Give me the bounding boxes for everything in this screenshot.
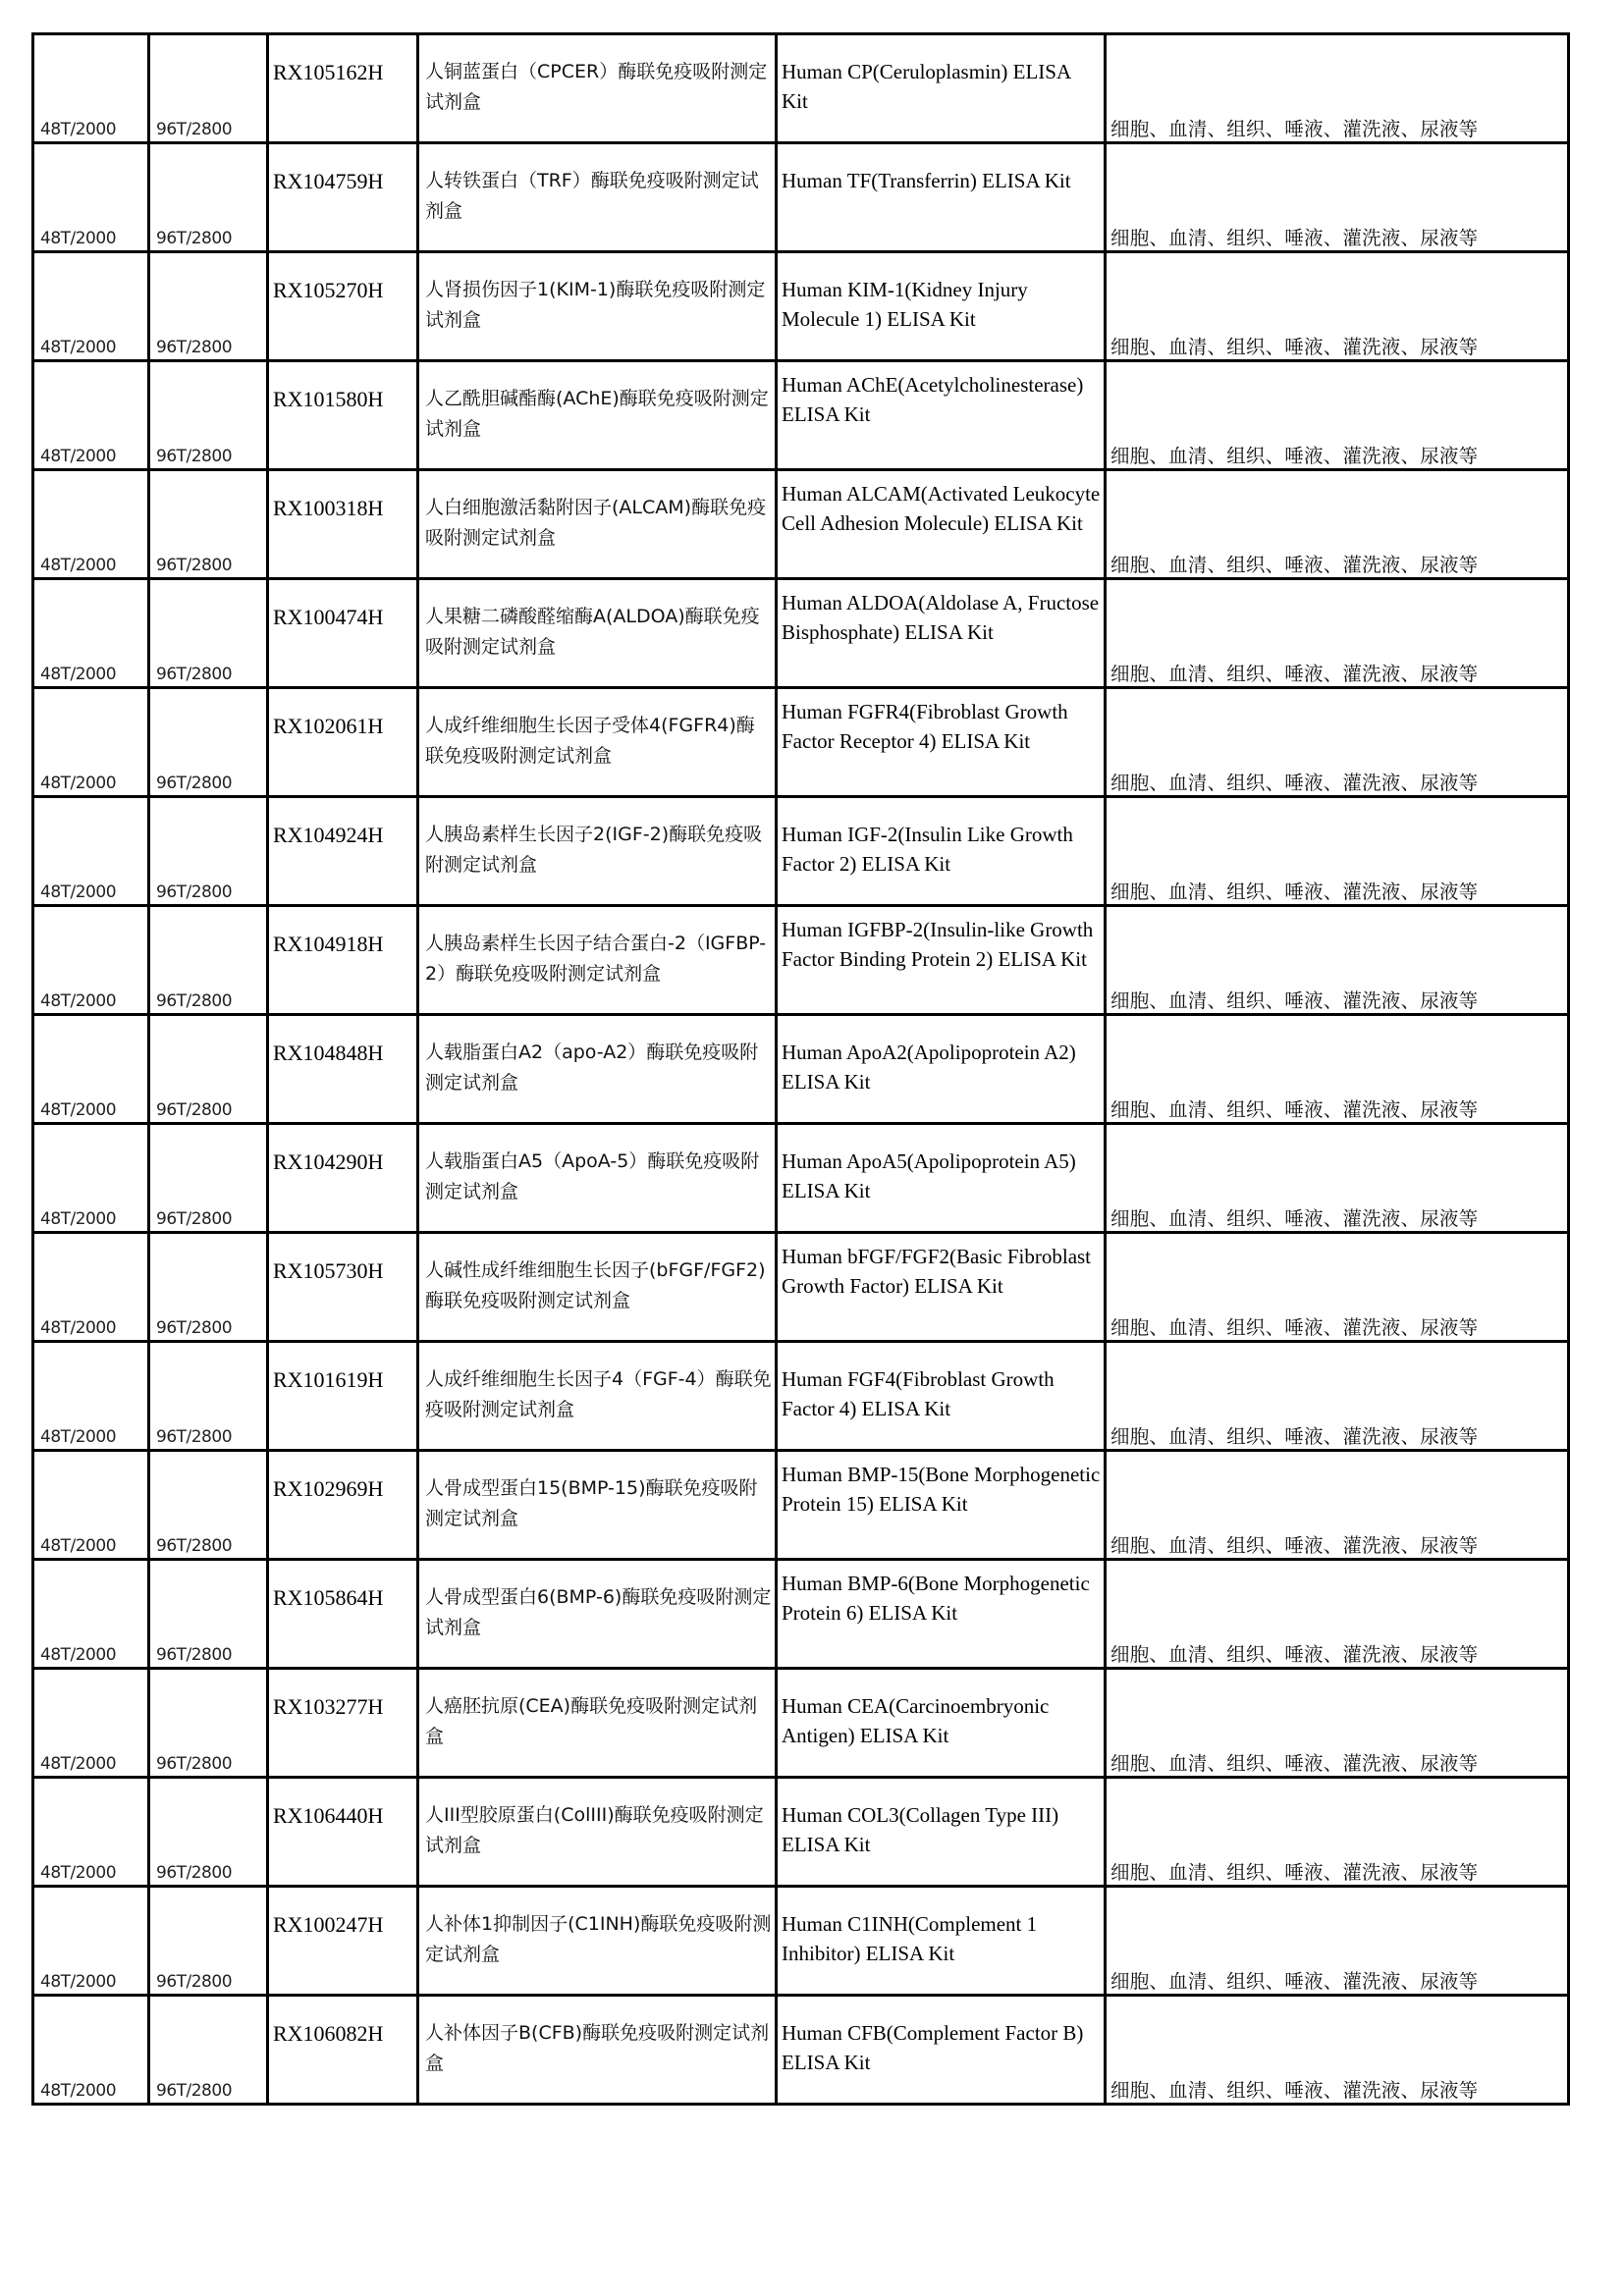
- sample-types: 细胞、血清、组织、唾液、灌洗液、尿液等: [1110, 1643, 1479, 1666]
- sample-type-cell: [1106, 1669, 1569, 1778]
- sample-types: 细胞、血清、组织、唾液、灌洗液、尿液等: [1110, 2079, 1479, 2102]
- spec-48t-price: 48T/2000: [40, 120, 117, 139]
- chinese-name-cell: [418, 1342, 777, 1451]
- spec-48t-price: 48T/2000: [40, 2081, 117, 2101]
- catalog-number: RX103277H: [273, 1694, 384, 1719]
- table-row: [33, 1124, 1569, 1233]
- sample-types: 细胞、血清、组织、唾液、灌洗液、尿液等: [1110, 336, 1479, 358]
- chinese-name-cell: [418, 470, 777, 579]
- english-name-cell: [777, 1996, 1106, 2105]
- spec-48t-price: 48T/2000: [40, 991, 117, 1011]
- chinese-product-name: 人骨成型蛋白15(BMP-15)酶联免疫吸附测定试剂盒: [425, 1477, 758, 1529]
- catalog-cell: [268, 361, 418, 470]
- table-row: [33, 1996, 1569, 2105]
- chinese-product-name: 人III型胶原蛋白(ColIII)酶联免疫吸附测定试剂盒: [425, 1804, 764, 1856]
- spec-48t-cell: [33, 252, 149, 361]
- spec-96t-price: 96T/2800: [156, 1863, 233, 1883]
- table-row: [33, 1015, 1569, 1124]
- chinese-product-name: 人果糖二磷酸醛缩酶A(ALDOA)酶联免疫吸附测定试剂盒: [425, 606, 760, 658]
- sample-type-cell: [1106, 688, 1569, 797]
- chinese-product-name: 人乙酰胆碱酯酶(AChE)酶联免疫吸附测定试剂盒: [425, 388, 769, 440]
- spec-96t-price: 96T/2800: [156, 2081, 233, 2101]
- catalog-number: RX104848H: [273, 1041, 384, 1065]
- spec-48t-price: 48T/2000: [40, 1754, 117, 1774]
- chinese-product-name: 人成纤维细胞生长因子4（FGF-4）酶联免疫吸附测定试剂盒: [425, 1368, 772, 1420]
- english-product-name: Human BMP-6(Bone Morphogenetic Protein 6) ELISA Kit: [782, 1572, 1090, 1625]
- catalog-number: RX100318H: [273, 496, 384, 520]
- chinese-product-name: 人胰岛素样生长因子2(IGF-2)酶联免疫吸附测定试剂盒: [425, 824, 763, 876]
- chinese-name-cell: [418, 34, 777, 143]
- english-name-cell: [777, 1233, 1106, 1342]
- table-row: [33, 34, 1569, 143]
- spec-48t-cell: [33, 34, 149, 143]
- spec-48t-cell: [33, 361, 149, 470]
- sample-types: 细胞、血清、组织、唾液、灌洗液、尿液等: [1110, 1425, 1479, 1448]
- chinese-product-name: 人肾损伤因子1(KIM-1)酶联免疫吸附测定试剂盒: [425, 279, 766, 331]
- sample-type-cell: [1106, 1342, 1569, 1451]
- spec-96t-cell: [149, 1124, 268, 1233]
- sample-type-cell: [1106, 1778, 1569, 1887]
- sample-types: 细胞、血清、组织、唾液、灌洗液、尿液等: [1110, 554, 1479, 576]
- spec-96t-price: 96T/2800: [156, 991, 233, 1011]
- catalog-cell: [268, 1233, 418, 1342]
- chinese-name-cell: [418, 1124, 777, 1233]
- table-row: [33, 1887, 1569, 1996]
- spec-96t-cell: [149, 1887, 268, 1996]
- sample-type-cell: [1106, 252, 1569, 361]
- spec-48t-price: 48T/2000: [40, 556, 117, 575]
- spec-48t-price: 48T/2000: [40, 229, 117, 248]
- spec-48t-cell: [33, 1015, 149, 1124]
- spec-48t-price: 48T/2000: [40, 1863, 117, 1883]
- english-product-name: Human IGFBP-2(Insulin-like Growth Factor Binding Protein 2) ELISA Kit: [782, 918, 1094, 971]
- sample-types: 细胞、血清、组织、唾液、灌洗液、尿液等: [1110, 1316, 1479, 1339]
- spec-96t-price: 96T/2800: [156, 1209, 233, 1229]
- spec-48t-price: 48T/2000: [40, 1100, 117, 1120]
- spec-96t-price: 96T/2800: [156, 1645, 233, 1665]
- chinese-name-cell: [418, 579, 777, 688]
- english-product-name: Human ALDOA(Aldolase A, Fructose Bisphosphate) ELISA Kit: [782, 591, 1100, 644]
- english-name-cell: [777, 1342, 1106, 1451]
- sample-types: 细胞、血清、组织、唾液、灌洗液、尿液等: [1110, 989, 1479, 1012]
- sample-type-cell: [1106, 579, 1569, 688]
- chinese-name-cell: [418, 1015, 777, 1124]
- english-name-cell: [777, 1124, 1106, 1233]
- catalog-cell: [268, 1778, 418, 1887]
- catalog-cell: [268, 797, 418, 906]
- chinese-name-cell: [418, 1887, 777, 1996]
- chinese-product-name: 人癌胚抗原(CEA)酶联免疫吸附测定试剂盒: [425, 1695, 758, 1747]
- spec-48t-cell: [33, 1996, 149, 2105]
- english-name-cell: [777, 34, 1106, 143]
- spec-48t-cell: [33, 1451, 149, 1560]
- catalog-cell: [268, 1560, 418, 1669]
- sample-type-cell: [1106, 1015, 1569, 1124]
- spec-48t-cell: [33, 1778, 149, 1887]
- spec-96t-price: 96T/2800: [156, 1536, 233, 1556]
- english-name-cell: [777, 143, 1106, 252]
- english-product-name: Human TF(Transferrin) ELISA Kit: [782, 169, 1071, 192]
- sample-types: 细胞、血清、组织、唾液、灌洗液、尿液等: [1110, 1098, 1479, 1121]
- spec-96t-cell: [149, 1233, 268, 1342]
- sample-types: 细胞、血清、组织、唾液、灌洗液、尿液等: [1110, 1534, 1479, 1557]
- table-row: [33, 252, 1569, 361]
- catalog-cell: [268, 1451, 418, 1560]
- english-product-name: Human AChE(Acetylcholinesterase) ELISA Kit: [782, 373, 1084, 426]
- spec-48t-price: 48T/2000: [40, 882, 117, 902]
- spec-48t-price: 48T/2000: [40, 1536, 117, 1556]
- catalog-cell: [268, 470, 418, 579]
- catalog-number: RX105162H: [273, 60, 384, 84]
- catalog-number: RX100474H: [273, 605, 384, 629]
- spec-96t-price: 96T/2800: [156, 556, 233, 575]
- spec-48t-price: 48T/2000: [40, 1318, 117, 1338]
- spec-96t-cell: [149, 688, 268, 797]
- spec-48t-cell: [33, 1233, 149, 1342]
- catalog-number: RX104918H: [273, 932, 384, 956]
- spec-48t-cell: [33, 1124, 149, 1233]
- spec-48t-cell: [33, 1342, 149, 1451]
- spec-96t-cell: [149, 470, 268, 579]
- sample-types: 细胞、血清、组织、唾液、灌洗液、尿液等: [1110, 445, 1479, 467]
- sample-types: 细胞、血清、组织、唾液、灌洗液、尿液等: [1110, 227, 1479, 249]
- spec-96t-price: 96T/2800: [156, 1100, 233, 1120]
- catalog-cell: [268, 1887, 418, 1996]
- english-name-cell: [777, 1669, 1106, 1778]
- english-product-name: Human CEA(Carcinoembryonic Antigen) ELISA Kit: [782, 1694, 1050, 1747]
- sample-type-cell: [1106, 1887, 1569, 1996]
- catalog-number: RX102061H: [273, 714, 384, 738]
- chinese-name-cell: [418, 1451, 777, 1560]
- table-row: [33, 1778, 1569, 1887]
- spec-48t-price: 48T/2000: [40, 1209, 117, 1229]
- english-product-name: Human ApoA5(Apolipoprotein A5) ELISA Kit: [782, 1149, 1076, 1202]
- chinese-name-cell: [418, 1233, 777, 1342]
- catalog-cell: [268, 252, 418, 361]
- spec-96t-price: 96T/2800: [156, 1972, 233, 1992]
- table-row: [33, 688, 1569, 797]
- chinese-product-name: 人载脂蛋白A5（ApoA-5）酶联免疫吸附测定试剂盒: [425, 1150, 760, 1202]
- chinese-product-name: 人成纤维细胞生长因子受体4(FGFR4)酶联免疫吸附测定试剂盒: [425, 715, 755, 767]
- english-product-name: Human CFB(Complement Factor B) ELISA Kit: [782, 2021, 1084, 2074]
- product-table: [31, 32, 1570, 2106]
- catalog-cell: [268, 1124, 418, 1233]
- chinese-name-cell: [418, 1669, 777, 1778]
- spec-96t-price: 96T/2800: [156, 229, 233, 248]
- sample-type-cell: [1106, 797, 1569, 906]
- english-product-name: Human ALCAM(Activated Leukocyte Cell Adhesion Molecule) ELISA Kit: [782, 482, 1101, 535]
- catalog-number: RX101619H: [273, 1367, 384, 1392]
- chinese-product-name: 人白细胞激活黏附因子(ALCAM)酶联免疫吸附测定试剂盒: [425, 497, 767, 549]
- spec-96t-cell: [149, 1560, 268, 1669]
- chinese-name-cell: [418, 1560, 777, 1669]
- english-name-cell: [777, 470, 1106, 579]
- catalog-cell: [268, 1015, 418, 1124]
- table-row: [33, 143, 1569, 252]
- spec-48t-price: 48T/2000: [40, 1972, 117, 1992]
- sample-types: 细胞、血清、组织、唾液、灌洗液、尿液等: [1110, 1970, 1479, 1993]
- catalog-number: RX104290H: [273, 1149, 384, 1174]
- sample-type-cell: [1106, 470, 1569, 579]
- chinese-product-name: 人补体因子B(CFB)酶联免疫吸附测定试剂盒: [425, 2022, 770, 2074]
- chinese-name-cell: [418, 252, 777, 361]
- spec-48t-price: 48T/2000: [40, 1427, 117, 1447]
- catalog-cell: [268, 1342, 418, 1451]
- english-name-cell: [777, 252, 1106, 361]
- spec-96t-cell: [149, 1669, 268, 1778]
- english-product-name: Human FGFR4(Fibroblast Growth Factor Receptor 4) ELISA Kit: [782, 700, 1068, 753]
- sample-type-cell: [1106, 906, 1569, 1015]
- spec-96t-cell: [149, 1996, 268, 2105]
- catalog-cell: [268, 1996, 418, 2105]
- sample-types: 细胞、血清、组织、唾液、灌洗液、尿液等: [1110, 1207, 1479, 1230]
- spec-96t-cell: [149, 1778, 268, 1887]
- catalog-cell: [268, 34, 418, 143]
- spec-96t-cell: [149, 797, 268, 906]
- spec-48t-cell: [33, 688, 149, 797]
- spec-96t-price: 96T/2800: [156, 882, 233, 902]
- spec-96t-cell: [149, 34, 268, 143]
- spec-96t-cell: [149, 1015, 268, 1124]
- english-product-name: Human COL3(Collagen Type III) ELISA Kit: [782, 1803, 1059, 1856]
- catalog-number: RX106082H: [273, 2021, 384, 2046]
- table-row: [33, 470, 1569, 579]
- english-name-cell: [777, 1560, 1106, 1669]
- spec-48t-cell: [33, 906, 149, 1015]
- chinese-name-cell: [418, 906, 777, 1015]
- chinese-name-cell: [418, 143, 777, 252]
- sample-types: 细胞、血清、组织、唾液、灌洗液、尿液等: [1110, 118, 1479, 140]
- sample-type-cell: [1106, 34, 1569, 143]
- chinese-name-cell: [418, 361, 777, 470]
- catalog-number: RX105730H: [273, 1258, 384, 1283]
- spec-96t-price: 96T/2800: [156, 1754, 233, 1774]
- english-name-cell: [777, 906, 1106, 1015]
- english-product-name: Human CP(Ceruloplasmin) ELISA Kit: [782, 60, 1070, 113]
- table-row: [33, 361, 1569, 470]
- english-product-name: Human FGF4(Fibroblast Growth Factor 4) ELISA Kit: [782, 1367, 1055, 1420]
- catalog-number: RX106440H: [273, 1803, 384, 1828]
- catalog-cell: [268, 1669, 418, 1778]
- chinese-name-cell: [418, 688, 777, 797]
- table-row: [33, 1233, 1569, 1342]
- table-row: [33, 797, 1569, 906]
- english-name-cell: [777, 688, 1106, 797]
- catalog-cell: [268, 143, 418, 252]
- spec-96t-cell: [149, 579, 268, 688]
- english-name-cell: [777, 1451, 1106, 1560]
- catalog-cell: [268, 688, 418, 797]
- english-name-cell: [777, 797, 1106, 906]
- catalog-number: RX101580H: [273, 387, 384, 411]
- chinese-product-name: 人碱性成纤维细胞生长因子(bFGF/FGF2)酶联免疫吸附测定试剂盒: [425, 1259, 766, 1311]
- chinese-product-name: 人转铁蛋白（TRF）酶联免疫吸附测定试剂盒: [425, 170, 759, 222]
- catalog-number: RX105270H: [273, 278, 384, 302]
- spec-96t-cell: [149, 361, 268, 470]
- chinese-name-cell: [418, 797, 777, 906]
- spec-96t-price: 96T/2800: [156, 665, 233, 684]
- spec-48t-cell: [33, 143, 149, 252]
- catalog-number: RX104924H: [273, 823, 384, 847]
- spec-48t-price: 48T/2000: [40, 665, 117, 684]
- sample-type-cell: [1106, 1233, 1569, 1342]
- spec-48t-price: 48T/2000: [40, 447, 117, 466]
- spec-48t-cell: [33, 797, 149, 906]
- english-name-cell: [777, 1015, 1106, 1124]
- catalog-number: RX100247H: [273, 1912, 384, 1937]
- english-name-cell: [777, 579, 1106, 688]
- sample-types: 细胞、血清、组织、唾液、灌洗液、尿液等: [1110, 1861, 1479, 1884]
- sample-type-cell: [1106, 1124, 1569, 1233]
- chinese-product-name: 人胰岛素样生长因子结合蛋白-2（IGFBP-2）酶联免疫吸附测定试剂盒: [425, 933, 767, 985]
- sample-type-cell: [1106, 1996, 1569, 2105]
- catalog-number: RX105864H: [273, 1585, 384, 1610]
- english-product-name: Human KIM-1(Kidney Injury Molecule 1) ELISA Kit: [782, 278, 1028, 331]
- product-table-body: [33, 34, 1569, 2105]
- chinese-product-name: 人骨成型蛋白6(BMP-6)酶联免疫吸附测定试剂盒: [425, 1586, 772, 1638]
- english-product-name: Human IGF-2(Insulin Like Growth Factor 2) ELISA Kit: [782, 823, 1073, 876]
- catalog-cell: [268, 906, 418, 1015]
- spec-96t-cell: [149, 143, 268, 252]
- sample-type-cell: [1106, 143, 1569, 252]
- sample-type-cell: [1106, 1560, 1569, 1669]
- chinese-product-name: 人铜蓝蛋白（CPCER）酶联免疫吸附测定试剂盒: [425, 61, 768, 113]
- sample-types: 细胞、血清、组织、唾液、灌洗液、尿液等: [1110, 772, 1479, 794]
- sample-types: 细胞、血清、组织、唾液、灌洗液、尿液等: [1110, 1752, 1479, 1775]
- spec-96t-price: 96T/2800: [156, 774, 233, 793]
- spec-96t-cell: [149, 1451, 268, 1560]
- sample-types: 细胞、血清、组织、唾液、灌洗液、尿液等: [1110, 663, 1479, 685]
- chinese-name-cell: [418, 1778, 777, 1887]
- table-row: [33, 1342, 1569, 1451]
- sample-type-cell: [1106, 361, 1569, 470]
- spec-48t-cell: [33, 1560, 149, 1669]
- chinese-product-name: 人载脂蛋白A2（apo-A2）酶联免疫吸附测定试剂盒: [425, 1041, 759, 1094]
- spec-48t-cell: [33, 1669, 149, 1778]
- spec-96t-cell: [149, 252, 268, 361]
- spec-48t-cell: [33, 579, 149, 688]
- spec-48t-price: 48T/2000: [40, 774, 117, 793]
- spec-96t-price: 96T/2800: [156, 447, 233, 466]
- spec-96t-price: 96T/2800: [156, 1318, 233, 1338]
- spec-48t-price: 48T/2000: [40, 1645, 117, 1665]
- spec-48t-price: 48T/2000: [40, 338, 117, 357]
- chinese-product-name: 人补体1抑制因子(C1INH)酶联免疫吸附测定试剂盒: [425, 1913, 772, 1965]
- english-product-name: Human C1INH(Complement 1 Inhibitor) ELISA Kit: [782, 1912, 1038, 1965]
- table-row: [33, 579, 1569, 688]
- table-row: [33, 1451, 1569, 1560]
- catalog-number: RX104759H: [273, 169, 384, 193]
- english-product-name: Human bFGF/FGF2(Basic Fibroblast Growth Factor) ELISA Kit: [782, 1245, 1092, 1298]
- english-product-name: Human BMP-15(Bone Morphogenetic Protein 15) ELISA Kit: [782, 1463, 1101, 1516]
- english-product-name: Human ApoA2(Apolipoprotein A2) ELISA Kit: [782, 1041, 1076, 1094]
- table-row: [33, 1560, 1569, 1669]
- spec-96t-price: 96T/2800: [156, 338, 233, 357]
- sample-type-cell: [1106, 1451, 1569, 1560]
- table-row: [33, 906, 1569, 1015]
- table-row: [33, 1669, 1569, 1778]
- catalog-cell: [268, 579, 418, 688]
- sample-types: 细胞、血清、组织、唾液、灌洗液、尿液等: [1110, 881, 1479, 903]
- spec-96t-cell: [149, 906, 268, 1015]
- english-name-cell: [777, 1887, 1106, 1996]
- spec-96t-price: 96T/2800: [156, 120, 233, 139]
- spec-48t-cell: [33, 1887, 149, 1996]
- spec-96t-price: 96T/2800: [156, 1427, 233, 1447]
- chinese-name-cell: [418, 1996, 777, 2105]
- spec-48t-cell: [33, 470, 149, 579]
- english-name-cell: [777, 1778, 1106, 1887]
- catalog-number: RX102969H: [273, 1476, 384, 1501]
- english-name-cell: [777, 361, 1106, 470]
- spec-96t-cell: [149, 1342, 268, 1451]
